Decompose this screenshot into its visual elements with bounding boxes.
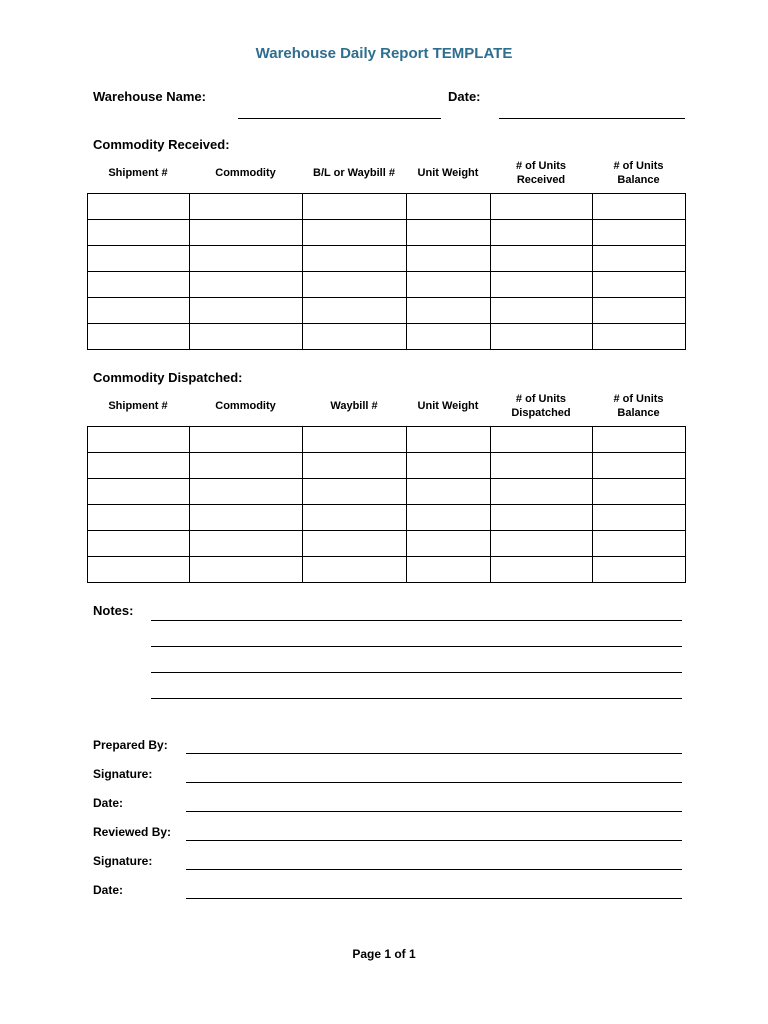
document-title: Warehouse Daily Report TEMPLATE [255, 45, 513, 62]
table-cell[interactable] [407, 194, 491, 220]
table-row [88, 246, 686, 272]
page-number: Page 1 of 1 [352, 947, 416, 961]
date-1-field[interactable] [186, 811, 682, 812]
notes-line-4[interactable] [151, 698, 682, 699]
table-cell[interactable] [88, 194, 190, 220]
date-2-label: Date: [93, 883, 124, 897]
table-cell[interactable] [407, 324, 491, 350]
table-cell[interactable] [491, 272, 593, 298]
dispatched-column-header: Waybill # [330, 400, 378, 412]
table-cell[interactable] [491, 246, 593, 272]
commodity-dispatched-label: Commodity Dispatched: [93, 370, 243, 385]
table-cell[interactable] [88, 220, 190, 246]
table-row [88, 505, 686, 531]
table-cell[interactable] [407, 298, 491, 324]
table-cell[interactable] [303, 531, 407, 557]
signature-1-field[interactable] [186, 782, 682, 783]
table-row [88, 427, 686, 453]
notes-label: Notes: [93, 603, 134, 618]
table-row [88, 272, 686, 298]
table-cell[interactable] [88, 479, 190, 505]
table-cell[interactable] [190, 531, 303, 557]
commodity-dispatched-table [87, 426, 686, 583]
warehouse-name-label: Warehouse Name: [93, 89, 206, 104]
received-column-header: # of Units Received [515, 160, 567, 186]
table-cell[interactable] [88, 272, 190, 298]
table-cell[interactable] [407, 479, 491, 505]
date-1-label: Date: [93, 796, 124, 810]
table-cell[interactable] [190, 220, 303, 246]
signature-2-field[interactable] [186, 869, 682, 870]
dispatched-column-header: Commodity [215, 400, 276, 412]
table-cell[interactable] [407, 246, 491, 272]
table-cell[interactable] [303, 324, 407, 350]
table-cell[interactable] [491, 531, 593, 557]
table-cell[interactable] [303, 246, 407, 272]
table-cell[interactable] [190, 453, 303, 479]
table-cell[interactable] [303, 194, 407, 220]
table-cell[interactable] [88, 505, 190, 531]
table-cell[interactable] [88, 324, 190, 350]
table-cell[interactable] [491, 298, 593, 324]
table-cell[interactable] [491, 324, 593, 350]
table-cell[interactable] [303, 453, 407, 479]
table-row [88, 194, 686, 220]
received-column-header: B/L or Waybill # [313, 167, 395, 179]
received-column-header: Unit Weight [417, 167, 479, 179]
table-cell[interactable] [491, 557, 593, 583]
date-2-field[interactable] [186, 898, 682, 899]
table-cell[interactable] [593, 220, 686, 246]
dispatched-column-header: # of Units Dispatched [511, 393, 571, 419]
table-row [88, 220, 686, 246]
table-cell[interactable] [491, 479, 593, 505]
table-cell[interactable] [303, 505, 407, 531]
received-column-header: Shipment # [108, 167, 168, 179]
table-cell[interactable] [407, 531, 491, 557]
received-column-header: # of Units Balance [613, 160, 664, 186]
notes-line-3[interactable] [151, 672, 682, 673]
table-row [88, 531, 686, 557]
commodity-received-label: Commodity Received: [93, 137, 230, 152]
table-cell[interactable] [491, 220, 593, 246]
table-cell[interactable] [190, 272, 303, 298]
table-cell[interactable] [407, 272, 491, 298]
table-cell[interactable] [593, 557, 686, 583]
table-cell[interactable] [190, 479, 303, 505]
table-cell[interactable] [593, 272, 686, 298]
table-cell[interactable] [190, 194, 303, 220]
table-cell[interactable] [491, 427, 593, 453]
notes-line-1[interactable] [151, 620, 682, 621]
notes-line-2[interactable] [151, 646, 682, 647]
table-row [88, 479, 686, 505]
table-cell[interactable] [190, 427, 303, 453]
table-cell[interactable] [303, 427, 407, 453]
table-cell[interactable] [407, 427, 491, 453]
table-cell[interactable] [190, 324, 303, 350]
table-cell[interactable] [407, 505, 491, 531]
table-cell[interactable] [303, 298, 407, 324]
prepared-by-field[interactable] [186, 753, 682, 754]
warehouse-name-field[interactable] [238, 118, 441, 119]
table-cell[interactable] [593, 246, 686, 272]
table-cell[interactable] [491, 505, 593, 531]
commodity-received-table [87, 193, 686, 350]
table-cell[interactable] [593, 298, 686, 324]
table-cell[interactable] [88, 453, 190, 479]
table-cell[interactable] [303, 220, 407, 246]
signature-1-label: Signature: [93, 767, 153, 781]
table-cell[interactable] [88, 246, 190, 272]
date-field[interactable] [499, 118, 685, 119]
table-cell[interactable] [88, 531, 190, 557]
received-column-header: Commodity [215, 167, 276, 179]
table-cell[interactable] [190, 246, 303, 272]
table-cell[interactable] [593, 427, 686, 453]
table-row [88, 557, 686, 583]
table-cell[interactable] [407, 220, 491, 246]
dispatched-column-header: Unit Weight [417, 400, 479, 412]
table-cell[interactable] [491, 453, 593, 479]
table-cell[interactable] [593, 479, 686, 505]
table-row [88, 298, 686, 324]
table-cell[interactable] [190, 298, 303, 324]
table-cell[interactable] [88, 298, 190, 324]
reviewed-by-field[interactable] [186, 840, 682, 841]
date-label: Date: [448, 89, 481, 104]
signature-2-label: Signature: [93, 854, 153, 868]
table-cell[interactable] [88, 557, 190, 583]
prepared-by-label: Prepared By: [93, 738, 168, 752]
table-cell[interactable] [593, 505, 686, 531]
table-cell[interactable] [190, 505, 303, 531]
table-cell[interactable] [88, 427, 190, 453]
reviewed-by-label: Reviewed By: [93, 825, 172, 839]
table-cell[interactable] [303, 272, 407, 298]
dispatched-column-header: # of Units Balance [613, 393, 664, 419]
table-cell[interactable] [190, 557, 303, 583]
table-cell[interactable] [593, 531, 686, 557]
table-cell[interactable] [407, 557, 491, 583]
table-cell[interactable] [303, 557, 407, 583]
table-cell[interactable] [593, 324, 686, 350]
table-row [88, 324, 686, 350]
table-row [88, 453, 686, 479]
table-cell[interactable] [491, 194, 593, 220]
table-cell[interactable] [303, 479, 407, 505]
table-cell[interactable] [593, 453, 686, 479]
table-cell[interactable] [407, 453, 491, 479]
dispatched-column-header: Shipment # [108, 400, 168, 412]
table-cell[interactable] [593, 194, 686, 220]
